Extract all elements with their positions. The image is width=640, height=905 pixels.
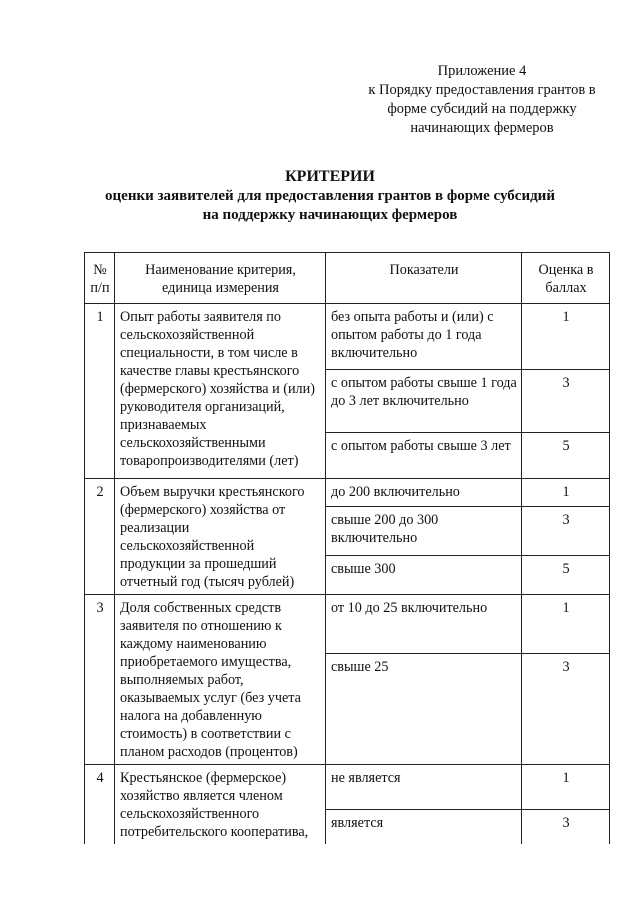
score-cell: 1 xyxy=(522,479,610,507)
criterion-name: Доля собственных средств заявителя по отношению к каждому наименованию приобретаемого имущества, выполняемых работ, оказываемых услуг (без учета налога на добавленную стоимость) в соответствии с планом расходов (процентов) xyxy=(115,595,326,765)
indicator-cell: свыше 25 xyxy=(326,654,522,765)
criterion-name: Объем выручки крестьянского (фермерского) хозяйства от реализации сельскохозяйственной продукции за прошедший отчетный год (тысяч рублей) xyxy=(115,479,326,595)
header-score: Оценка в баллах xyxy=(522,253,610,304)
appendix-line: начинающих фермеров xyxy=(410,120,554,136)
row-num: 4 xyxy=(85,765,115,845)
score-cell: 5 xyxy=(522,555,610,594)
title-line: оценки заявителей для предоставления грантов в форме субсидий xyxy=(105,188,555,204)
score-cell: 1 xyxy=(522,304,610,370)
row-num: 2 xyxy=(85,479,115,595)
header-name: Наименование критерия, единица измерения xyxy=(115,253,326,304)
title-line: КРИТЕРИИ xyxy=(285,168,375,185)
indicator-cell: до 200 включительно xyxy=(326,479,522,507)
score-cell: 3 xyxy=(522,809,610,844)
document-title xyxy=(80,167,580,225)
title-line: на поддержку начинающих фермеров xyxy=(202,207,458,223)
appendix-line: Приложение 4 xyxy=(437,63,527,79)
score-cell: 3 xyxy=(522,654,610,765)
indicator-cell: от 10 до 25 включительно xyxy=(326,595,522,654)
table-row xyxy=(85,479,610,507)
criteria-table xyxy=(84,252,610,844)
header-indicators: Показатели xyxy=(326,253,522,304)
table-row xyxy=(85,595,610,654)
indicator-cell: свыше 300 xyxy=(326,555,522,594)
score-cell: 3 xyxy=(522,370,610,433)
row-num: 3 xyxy=(85,595,115,765)
indicator-cell: с опытом работы свыше 1 года до 3 лет включительно xyxy=(326,370,522,433)
appendix-line: форме субсидий на поддержку xyxy=(387,101,577,117)
table-header-row xyxy=(85,253,610,304)
score-cell: 5 xyxy=(522,433,610,479)
criterion-name: Опыт работы заявителя по сельскохозяйственной специальности, в том числе в качестве главы крестьянского (фермерского) хозяйства и (или) руководителя организаций, признаваемых сельскохозяйственными товаропроизводителями (лет) xyxy=(115,304,326,479)
table-row xyxy=(85,765,610,810)
table-row xyxy=(85,304,610,370)
indicator-cell: без опыта работы и (или) с опытом работы до 1 года включительно xyxy=(326,304,522,370)
indicator-cell: не является xyxy=(326,765,522,810)
score-cell: 1 xyxy=(522,765,610,810)
score-cell: 1 xyxy=(522,595,610,654)
indicator-cell: является xyxy=(326,809,522,844)
appendix-header xyxy=(352,62,612,138)
header-num: № п/п xyxy=(85,253,115,304)
score-cell: 3 xyxy=(522,507,610,555)
indicator-cell: с опытом работы свыше 3 лет xyxy=(326,433,522,479)
indicator-cell: свыше 200 до 300 включительно xyxy=(326,507,522,555)
row-num: 1 xyxy=(85,304,115,479)
criterion-name: Крестьянское (фермерское) хозяйство является членом сельскохозяйственного потребительского кооператива, xyxy=(115,765,326,845)
appendix-line: к Порядку предоставления грантов в xyxy=(368,82,596,98)
